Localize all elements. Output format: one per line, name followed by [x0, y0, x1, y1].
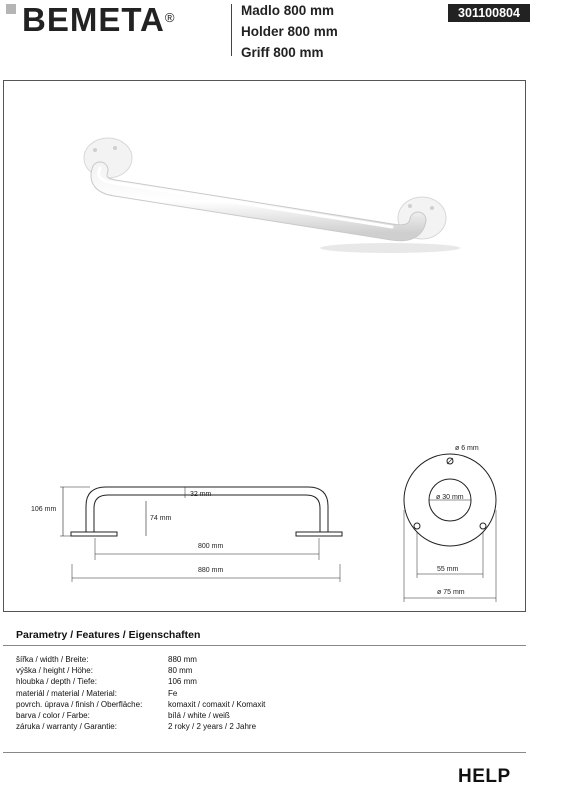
logo-square — [6, 4, 16, 14]
title-en: Holder 800 mm — [241, 24, 338, 39]
brand-logo — [22, 1, 175, 39]
title-cz: Madlo 800 mm — [241, 3, 335, 18]
feature-value: 106 mm — [168, 677, 197, 687]
dim-outer-diameter: ø 75 mm — [437, 589, 465, 596]
feature-key: výška / height / Höhe: — [16, 666, 93, 676]
feature-row — [16, 665, 265, 676]
dim-screw: ø 6 mm — [455, 445, 479, 452]
dim-hole-spacing: 55 mm — [437, 566, 459, 573]
feature-row — [16, 688, 265, 699]
title-de: Griff 800 mm — [241, 45, 324, 60]
feature-key: povrch. úprava / finish / Oberfläche: — [16, 699, 143, 709]
feature-value: 2 roky / 2 years / 2 Jahre — [168, 722, 257, 732]
dim-center: 800 mm — [198, 543, 224, 550]
feature-value: 80 mm — [168, 666, 193, 676]
dim-projection: 74 mm — [150, 515, 172, 522]
feature-row — [16, 654, 265, 665]
dim-height: 106 mm — [31, 506, 57, 513]
feature-row — [16, 676, 265, 687]
feature-key: materiál / material / Material: — [16, 688, 117, 698]
features-table — [16, 654, 265, 732]
brand-name: BEMETA — [22, 1, 165, 38]
feature-key: záruka / warranty / Garantie: — [16, 722, 117, 732]
features-divider — [3, 645, 526, 646]
bottom-divider — [3, 752, 526, 753]
product-titles — [241, 0, 338, 63]
features-heading: Parametry / Features / Eigenschaften — [16, 629, 201, 641]
feature-row — [16, 721, 265, 732]
dim-overall: 880 mm — [198, 567, 224, 574]
feature-row — [16, 710, 265, 721]
feature-key: barva / color / Farbe: — [16, 711, 90, 721]
feature-value: 880 mm — [168, 655, 197, 664]
registered-mark: ® — [164, 10, 176, 25]
header-divider — [231, 4, 232, 56]
feature-value: bílá / white / weiß — [168, 711, 230, 721]
feature-row — [16, 699, 265, 710]
feature-value: Fe — [168, 688, 178, 698]
dim-inner-diameter: ø 30 mm — [436, 494, 464, 501]
front-view-drawing — [20, 470, 360, 590]
flange-drawing — [395, 440, 505, 605]
feature-key: šířka / width / Breite: — [16, 655, 89, 664]
product-image — [70, 120, 460, 260]
dim-tube: 32 mm — [190, 491, 212, 498]
feature-key: hloubka / depth / Tiefe: — [16, 677, 97, 687]
series-label: HELP — [458, 766, 511, 787]
feature-value: komaxit / comaxit / Komaxit — [168, 699, 266, 709]
product-code-badge: 301100804 — [448, 4, 530, 22]
